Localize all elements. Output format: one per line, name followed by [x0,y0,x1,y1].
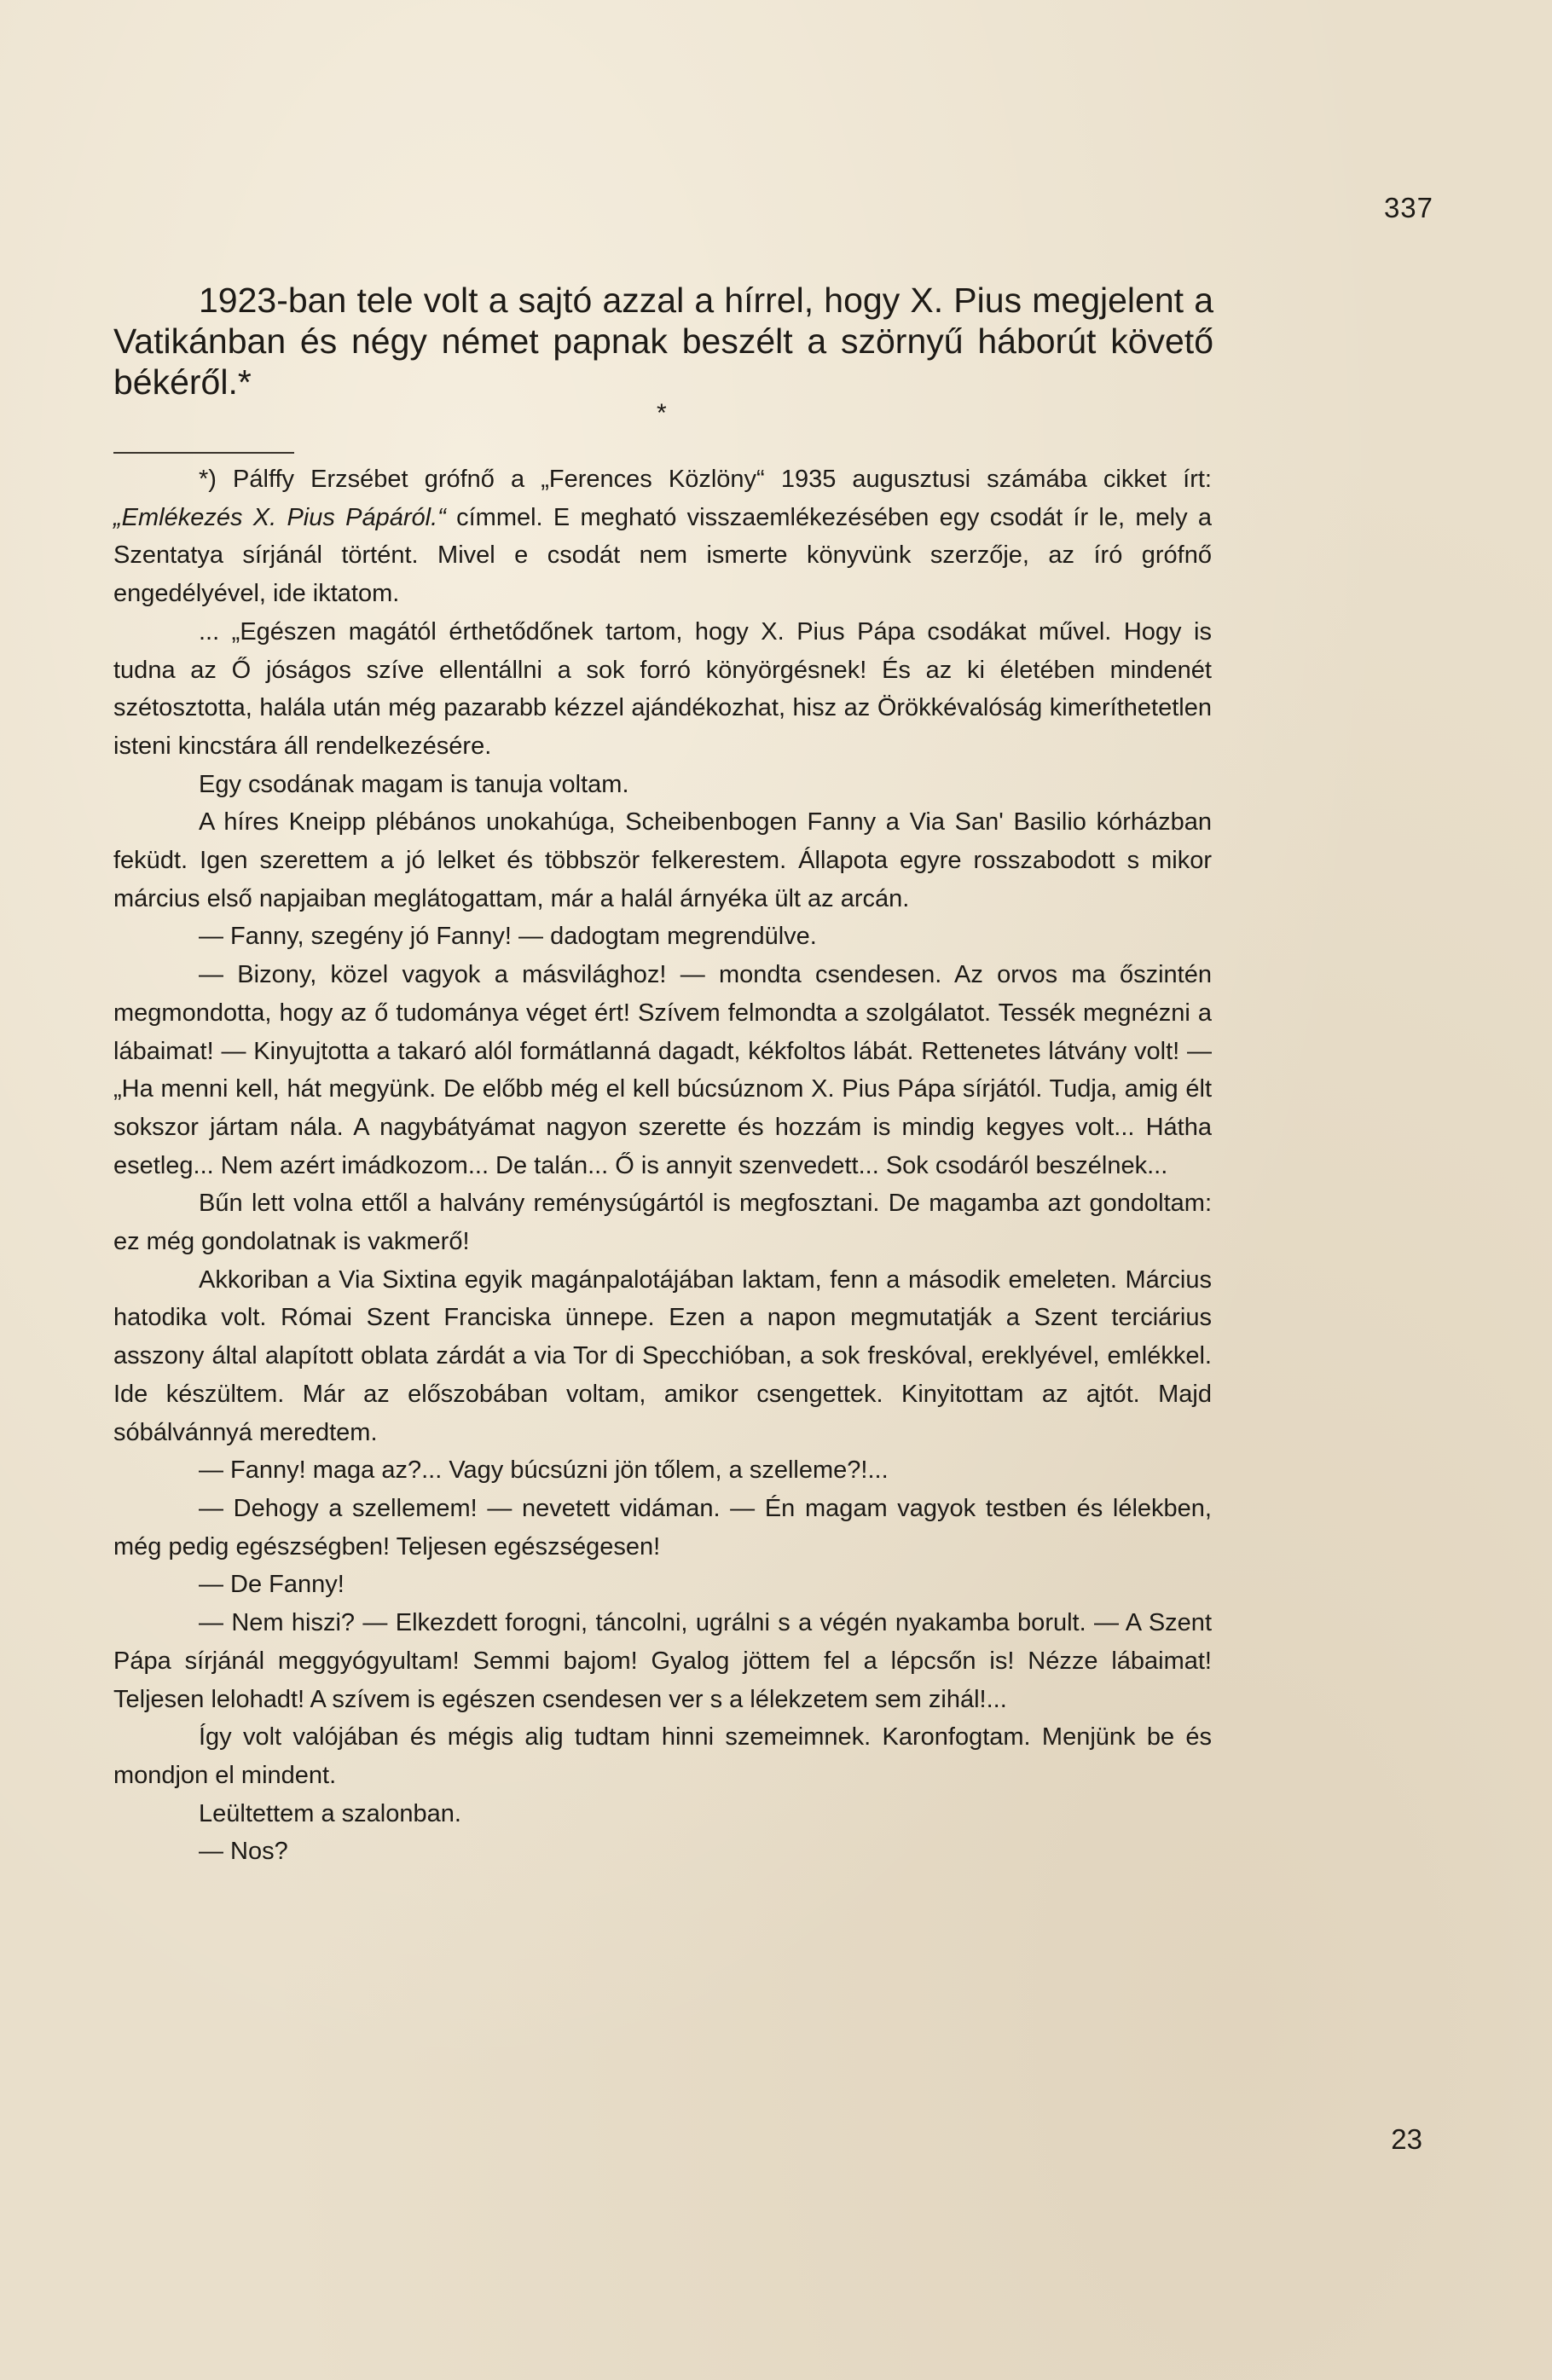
footnote-paragraph [113,460,1212,613]
body-paragraph: A híres Kneipp plébános unokahúga, Scheibenbogen Fanny a Via San' Basilio kórházban feküdt. Igen szerettem a jó lelket és többször felkerestem. Állapota egyre rosszabodott s mikor március első napjaiban meglátogattam, már a halál árnyéka ült az arcán. [113,808,1212,912]
page-number: 337 [1383,192,1433,223]
dialogue-line: — De Fanny! [199,1571,345,1599]
article-title: „Emlékezés X. Pius Pápáról.“ [113,503,446,531]
section-asterisk: * [657,399,667,427]
dialogue-line: — Fanny! maga az?... Vagy búcsúzni jön tőlem, a szelleme?!... [199,1456,889,1485]
footnote-text-rest: címmel. E megható visszaemlékezésében egy csodát ír le, mely a Szentatya sírjánál történt. Mivel e csodát nem ismerte könyvünk szerzője, az író grófnő engedélyével, ide iktatom. [113,503,1212,608]
body-paragraph: Akkoriban a Via Sixtina egyik magánpalotájában laktam, fenn a második emeleten. Március hatodika volt. Római Szent Franciska ünnepe. Ezen a napon megmutatják a Szent terciárius asszony által alapított oblata zárdát a via Tor di Specchióban, a sok freskóval, ereklyével, emlékkel. Ide készültem. Már az előszobában voltam, amikor csengettek. Kinyitottam az ajtót. Majd sóbálvánnyá meredtem. [113,1265,1212,1446]
dialogue-line: — Nem hiszi? — Elkezdett forogni, táncolni, ugrálni s a végén nyakamba borult. — A Szent Pápa sírjánál meggyógyultam! Semmi bajom! Gyalog jöttem fel a lépcsőn is! Nézze lábaimat! Teljesen lelohadt! A szívem is egészen csendesen ver s a lélekzetem sem zihál!... [113,1609,1212,1713]
footnote-mark: *) [199,466,217,493]
body-paragraph: Így volt valójában és mégis alig tudtam hinni szemeimnek. Karonfogtam. Menjünk be és mondjon el mindent. [113,1723,1212,1789]
dialogue-line: — Nos? [199,1838,288,1866]
body-paragraph: Egy csodának magam is tanuja voltam. [199,770,629,798]
body-paragraph: Leültettem a szalonban. [199,1799,461,1827]
body-paragraph: Bűn lett volna ettől a halvány reménysúgártól is megfosztani. De magamba azt gondoltam: ez még gondolatnak is vakmerő! [113,1190,1212,1256]
signature-mark: 23 [1391,2123,1422,2155]
body-paragraph: ... „Egészen magától érthetődőnek tartom, hogy X. Pius Pápa csodákat művel. Hogy is tudna az Ő jóságos szíve ellentállni a sok forró könyörgésnek! És az ki életében mindenét szétosztotta, halála után még pazarabb kézzel ajándékozhat, hisz az Örökkévalóság kimeríthetetlen isteni kincstára áll rendelkezésére. [113,617,1212,760]
footnote-text: Pálffy Erzsébet grófnő a „Ferences Közlöny“ 1935 augusztusi számába cikket írt: [216,466,1212,493]
dialogue-line: — Dehogy a szellemem! — nevetett vidáman. — Én magam vagyok testben és lélekben, még pedig egészségben! Teljesen egészségesen! [113,1494,1212,1561]
dialogue-line: — Bizony, közel vagyok a másvilághoz! — mondta csendesen. Az orvos ma őszintén megmondotta, hogy az ő tudománya véget ért! Szívem felmondta a szolgálatot. Tessék megnézni a lábaimat! — Kinyujtotta a takaró alól formátlanná dagadt, kékfoltos lábát. Rettenetes látvány volt! — „Ha menni kell, hát megyünk. De előbb még el kell búcsúznom X. Pius Pápa sírjától. Tudja, amig élt sokszor jártam nála. A nagybátyámat nagyon szerette és hozzám is mindig kegyes volt... Hátha esetleg... Nem azért imádkozom... De talán... Ő is annyit szenvedett... Sok csodáról beszélnek... [113,961,1212,1179]
footnote-rule [113,452,294,454]
dialogue-line: — Fanny, szegény jó Fanny! — dadogtam megrendülve. [199,923,817,951]
opening-paragraph: 1923-ban tele volt a sajtó azzal a hírrel, hogy X. Pius megjelent a Vatikánban és négy német papnak beszélt a szörnyű háborút követő békéről.* [113,281,1213,402]
footnote-body [113,460,1212,1871]
